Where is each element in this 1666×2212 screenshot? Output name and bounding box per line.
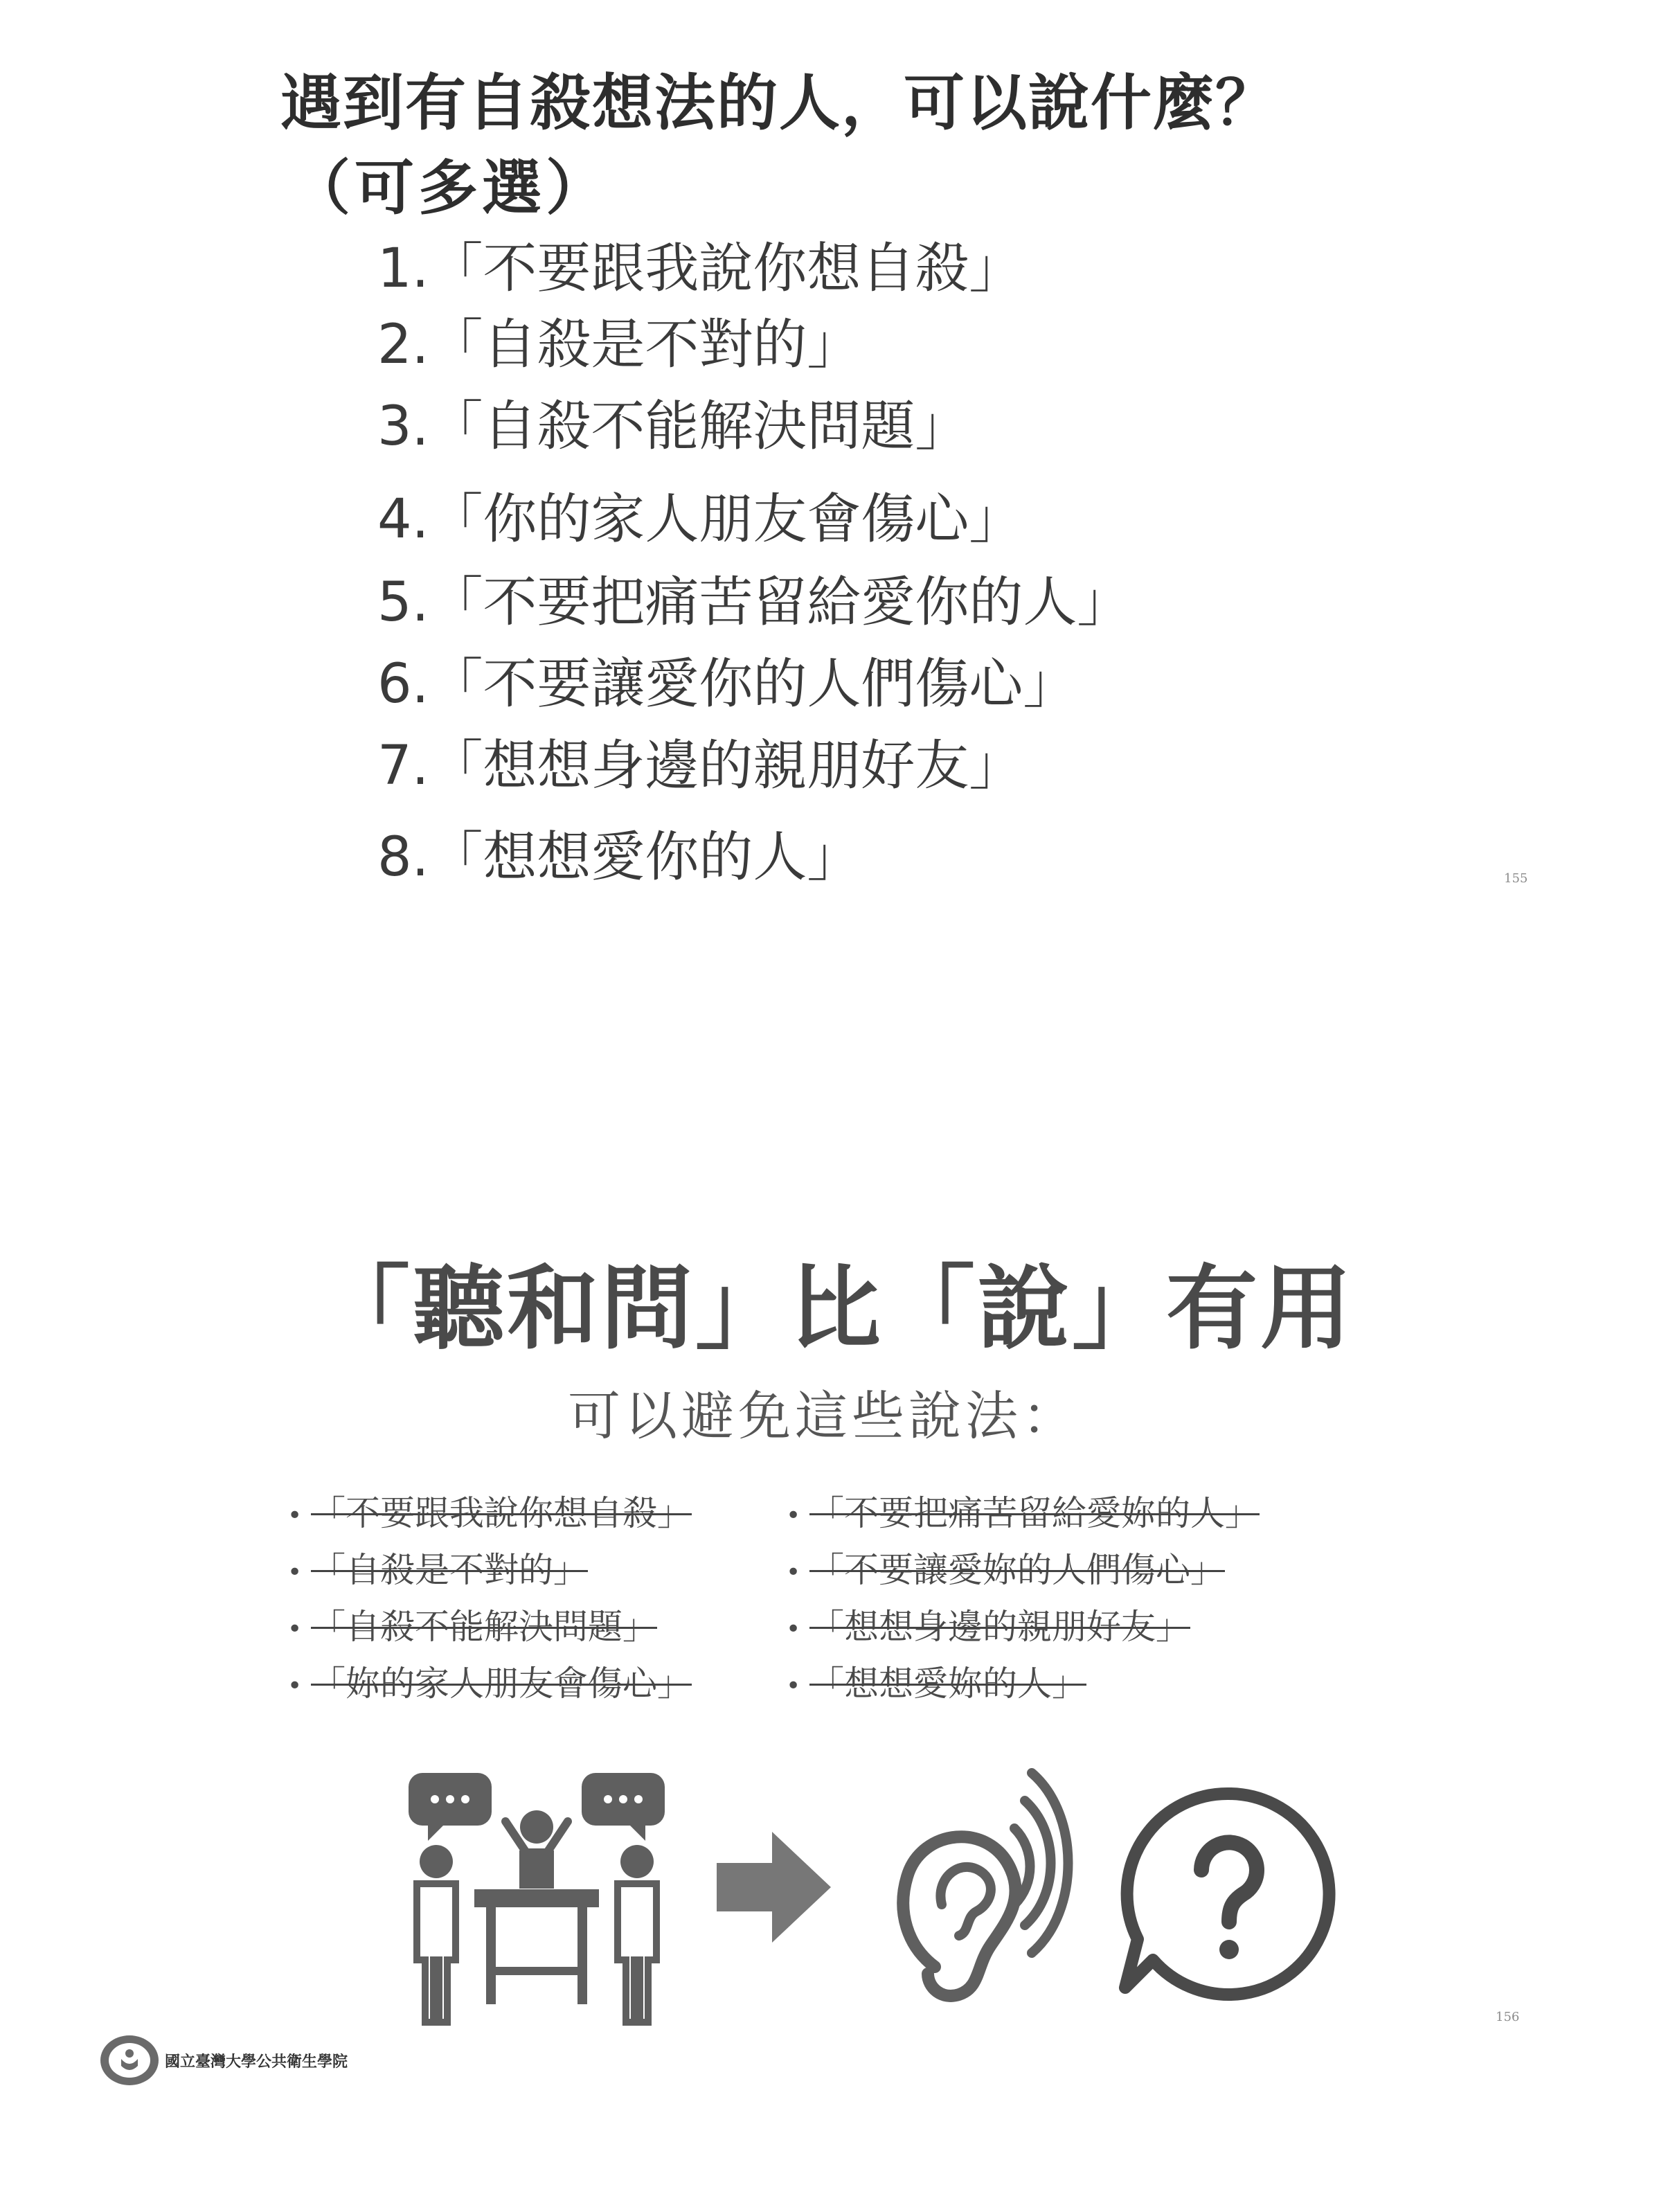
avoid-phrase-text: 「妳的家人朋友會傷心」 — [311, 1664, 692, 1704]
avoid-phrase-text: 「自殺是不對的」 — [311, 1550, 588, 1590]
slide-subtitle: 可以避免這些說法： — [568, 1385, 1079, 1447]
option-number: 5. — [377, 571, 429, 634]
title-part-than: 比 — [789, 1256, 884, 1362]
option-item — [377, 651, 1077, 717]
option-number: 8. — [377, 826, 429, 889]
avoid-phrase-text: 「不要把痛苦留給愛妳的人」 — [809, 1493, 1260, 1533]
bullet: • — [287, 1501, 303, 1530]
title-part-useful: 有用 — [1166, 1256, 1354, 1362]
option-item — [377, 312, 861, 378]
question-title: 遇到有自殺想法的人，可以說什麼？ — [280, 67, 1278, 139]
avoid-phrase-item — [786, 1659, 1086, 1711]
arrow-right-icon — [717, 1828, 834, 1946]
avoid-phrase-text: 「想想身邊的親朋好友」 — [809, 1607, 1190, 1647]
option-text: 「不要跟我說你想自殺」 — [429, 238, 1023, 300]
bullet: • — [287, 1558, 303, 1587]
slide-title — [319, 1254, 1426, 1364]
avoid-phrase-item — [786, 1489, 1260, 1540]
option-item — [377, 569, 1131, 636]
avoid-phrase-text: 「不要跟我說你想自殺」 — [311, 1493, 692, 1533]
page-number: 155 — [1504, 871, 1528, 886]
option-item — [377, 486, 1023, 553]
option-item — [377, 733, 1023, 799]
option-text: 「想想身邊的親朋好友」 — [429, 735, 1023, 797]
avoid-phrase-text: 「自殺不能解決問題」 — [311, 1607, 657, 1647]
option-item — [377, 393, 969, 460]
avoid-phrase-text: 「想想愛妳的人」 — [809, 1664, 1086, 1704]
bullet: • — [287, 1614, 303, 1643]
bullet: • — [786, 1614, 801, 1643]
avoid-phrase-item — [287, 1603, 657, 1654]
option-number: 4. — [377, 488, 429, 551]
question-subtitle: （可多選） — [291, 154, 609, 223]
ear-listening-icon — [886, 1745, 1087, 2022]
option-text: 「不要把痛苦留給愛你的人」 — [429, 571, 1131, 634]
option-text: 「你的家人朋友會傷心」 — [429, 488, 1023, 551]
option-item — [377, 235, 1023, 302]
bullet: • — [786, 1501, 801, 1530]
option-text: 「想想愛你的人」 — [429, 826, 861, 889]
option-number: 3. — [377, 395, 429, 458]
avoid-phrase-item — [287, 1489, 692, 1540]
title-part-listen-ask: 「聽和問」 — [319, 1256, 789, 1362]
title-part-say: 「說」 — [884, 1256, 1166, 1362]
question-bubble-icon — [1115, 1780, 1343, 2008]
bullet: • — [786, 1671, 801, 1700]
avoid-phrase-item — [786, 1546, 1225, 1597]
footer-organization: 國立臺灣大學公共衛生學院 — [165, 2053, 348, 2071]
meeting-icon — [402, 1766, 672, 2029]
bullet: • — [786, 1558, 801, 1587]
option-text: 「自殺不能解決問題」 — [429, 395, 969, 458]
option-number: 6. — [377, 653, 429, 715]
avoid-phrase-text: 「不要讓愛妳的人們傷心」 — [809, 1550, 1225, 1590]
university-seal-logo — [98, 2033, 161, 2088]
option-number: 2. — [377, 314, 429, 376]
avoid-phrase-item — [287, 1546, 588, 1597]
page-number: 156 — [1496, 2010, 1520, 2024]
avoid-phrase-item — [786, 1603, 1190, 1654]
avoid-phrase-item — [287, 1659, 692, 1711]
option-text: 「自殺是不對的」 — [429, 314, 861, 376]
option-item — [377, 824, 861, 891]
option-number: 1. — [377, 238, 429, 300]
option-text: 「不要讓愛你的人們傷心」 — [429, 653, 1077, 715]
bullet: • — [287, 1671, 303, 1700]
option-number: 7. — [377, 735, 429, 797]
